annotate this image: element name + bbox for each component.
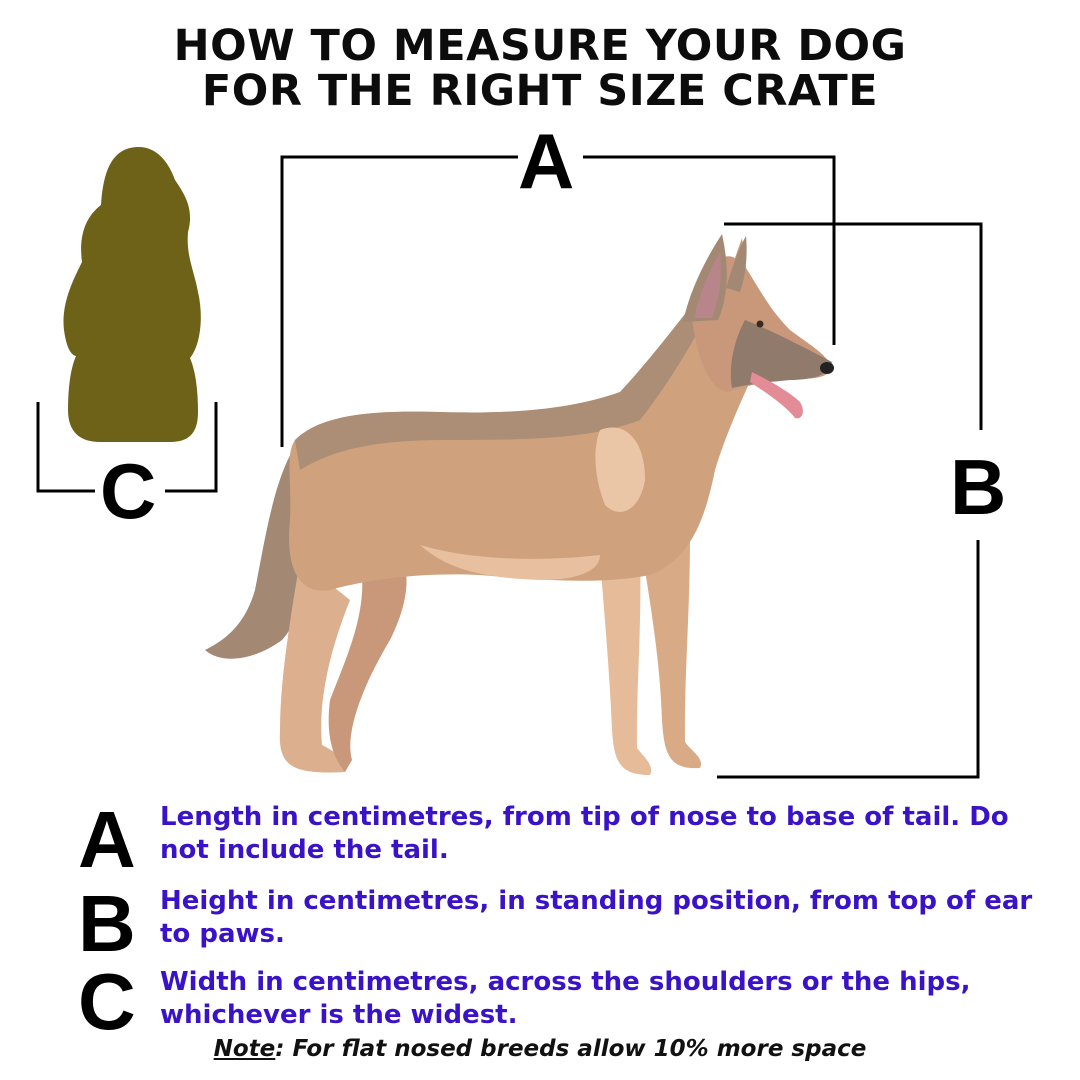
label-c: C	[100, 447, 157, 535]
title-line-2: FOR THE RIGHT SIZE CRATE	[201, 66, 879, 116]
note-text: : For flat nosed breeds allow 10% more space	[275, 1036, 867, 1062]
title-line-1: HOW TO MEASURE YOUR DOG	[173, 21, 907, 71]
legend-text-a: Length in centimetres, from tip of nose to base of tail. Do not include the tail.	[160, 802, 1009, 865]
note-label: Note	[213, 1036, 276, 1062]
dog-front-silhouette-icon	[63, 147, 200, 442]
label-b: B	[950, 443, 1007, 531]
legend-text-b: Height in centimetres, in standing position, from top of ear to paws.	[160, 886, 1033, 949]
legend-letter-a: A	[78, 795, 136, 884]
label-a: A	[518, 117, 575, 205]
legend-letter-c: C	[78, 957, 136, 1046]
legend-letter-b: B	[78, 879, 136, 968]
legend-text-c: Width in centimetres, across the shoulders or the hips, whichever is the widest.	[160, 967, 971, 1030]
dog-side-illustration	[205, 234, 834, 775]
note	[0, 1036, 1080, 1062]
